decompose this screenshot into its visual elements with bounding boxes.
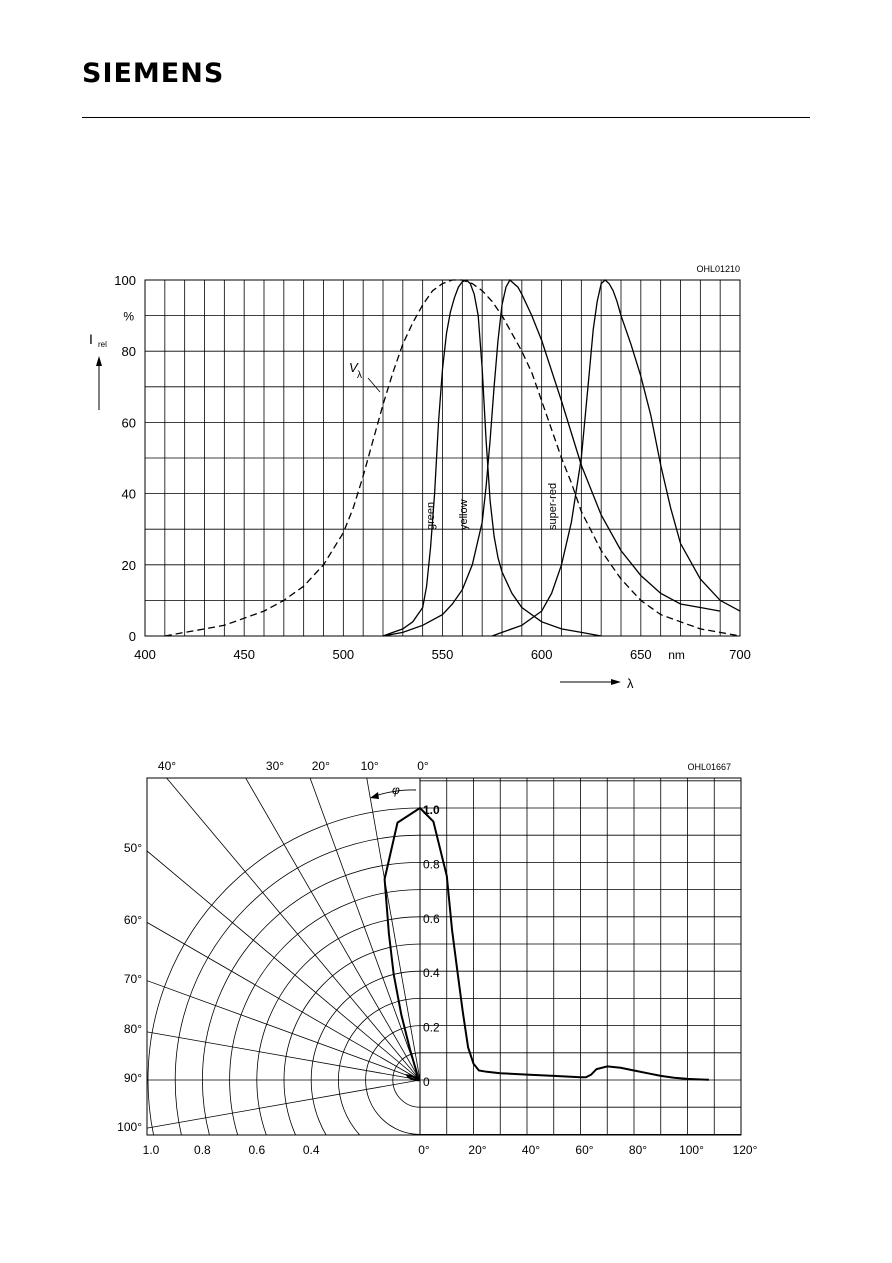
y-tick-label: 80 xyxy=(121,344,136,360)
y-tick-label: 60 xyxy=(121,415,136,431)
y-tick-label: 20 xyxy=(121,557,136,573)
angle-label-top: 30° xyxy=(265,759,285,773)
value-tick-label: 0 xyxy=(423,1075,430,1089)
y-tick-label: 0 xyxy=(128,629,136,644)
x-tick-label: 700 xyxy=(729,647,751,662)
angle-label-side: 60° xyxy=(123,913,142,927)
polar-grid xyxy=(0,666,692,1263)
polar-ray xyxy=(56,870,420,1080)
x-tick-label: 20° xyxy=(468,1143,487,1157)
series-label-super-red: super-red xyxy=(547,482,559,530)
x-tick-label: 400 xyxy=(134,647,156,662)
polar-ray xyxy=(347,666,420,1080)
x-unit-label: nm xyxy=(668,648,685,662)
y-axis-arrowhead xyxy=(96,356,102,366)
x-tick-label: 100° xyxy=(679,1143,704,1157)
radial-tick-label: 1.0 xyxy=(142,1143,160,1157)
angle-label-top: 0° xyxy=(417,759,429,773)
polar-ray xyxy=(150,758,420,1080)
chart-code: OHL01667 xyxy=(687,762,731,772)
value-tick-label: 0.8 xyxy=(423,857,440,872)
value-tick-label: 0.2 xyxy=(423,1020,440,1035)
value-tick-label: 1.0 xyxy=(423,803,440,817)
x-tick-label: 600 xyxy=(530,647,553,662)
x-tick-label: 450 xyxy=(233,647,256,662)
polar-ray xyxy=(6,1080,420,1153)
series-label-v-leader xyxy=(368,378,380,392)
x-axis-arrowhead xyxy=(611,679,621,685)
x-tick-label: 550 xyxy=(431,647,454,662)
radial-tick-label: 0.6 xyxy=(248,1143,266,1157)
x-tick-label: 80° xyxy=(628,1143,648,1157)
x-tick-label: 500 xyxy=(332,647,355,662)
radial-tick-label: 0.8 xyxy=(194,1143,211,1157)
value-tick-label: 0.6 xyxy=(423,911,440,926)
angle-label-side: 80° xyxy=(123,1022,142,1036)
series-label-green: green xyxy=(425,501,437,530)
angle-label-top: 40° xyxy=(157,759,177,773)
y-tick-label: 100 xyxy=(114,273,136,288)
series-label-yellow: yellow xyxy=(458,499,470,530)
radiation-characteristic-chart xyxy=(0,666,758,1263)
value-tick-label: 0.4 xyxy=(423,966,440,981)
x-tick-label: 120° xyxy=(732,1143,758,1157)
plot-frame xyxy=(147,778,741,1135)
angle-label-top: 10° xyxy=(360,759,379,773)
y-axis-label: I xyxy=(89,331,93,347)
series-label-v: V xyxy=(349,360,358,375)
angle-label-side: 70° xyxy=(123,972,142,986)
x-tick-label: 650 xyxy=(629,647,652,662)
y-axis-label-sub: rel xyxy=(98,340,107,349)
series-label-v-sub: λ xyxy=(357,370,362,381)
radial-tick-label: 0.4 xyxy=(302,1143,320,1157)
siemens-logo: SIEMENS xyxy=(82,58,225,89)
angle-label-top: 20° xyxy=(311,759,330,773)
x-axis-label: λ xyxy=(627,676,634,691)
angle-label-side: 50° xyxy=(123,841,142,855)
phi-arrowhead xyxy=(370,792,379,799)
y-tick-label: 40 xyxy=(121,486,136,502)
y-unit-label: % xyxy=(123,309,134,324)
chart-code: OHL01210 xyxy=(696,264,740,274)
angle-label-side: 100° xyxy=(117,1120,142,1134)
polar-ray xyxy=(6,1007,420,1080)
spectral-emission-chart xyxy=(89,264,751,691)
x-tick-label: 0° xyxy=(418,1143,430,1157)
angle-label-side: 90° xyxy=(123,1071,142,1085)
x-tick-label: 40° xyxy=(521,1143,541,1157)
x-tick-label: 60° xyxy=(575,1143,594,1157)
phi-symbol: φ xyxy=(392,783,400,797)
